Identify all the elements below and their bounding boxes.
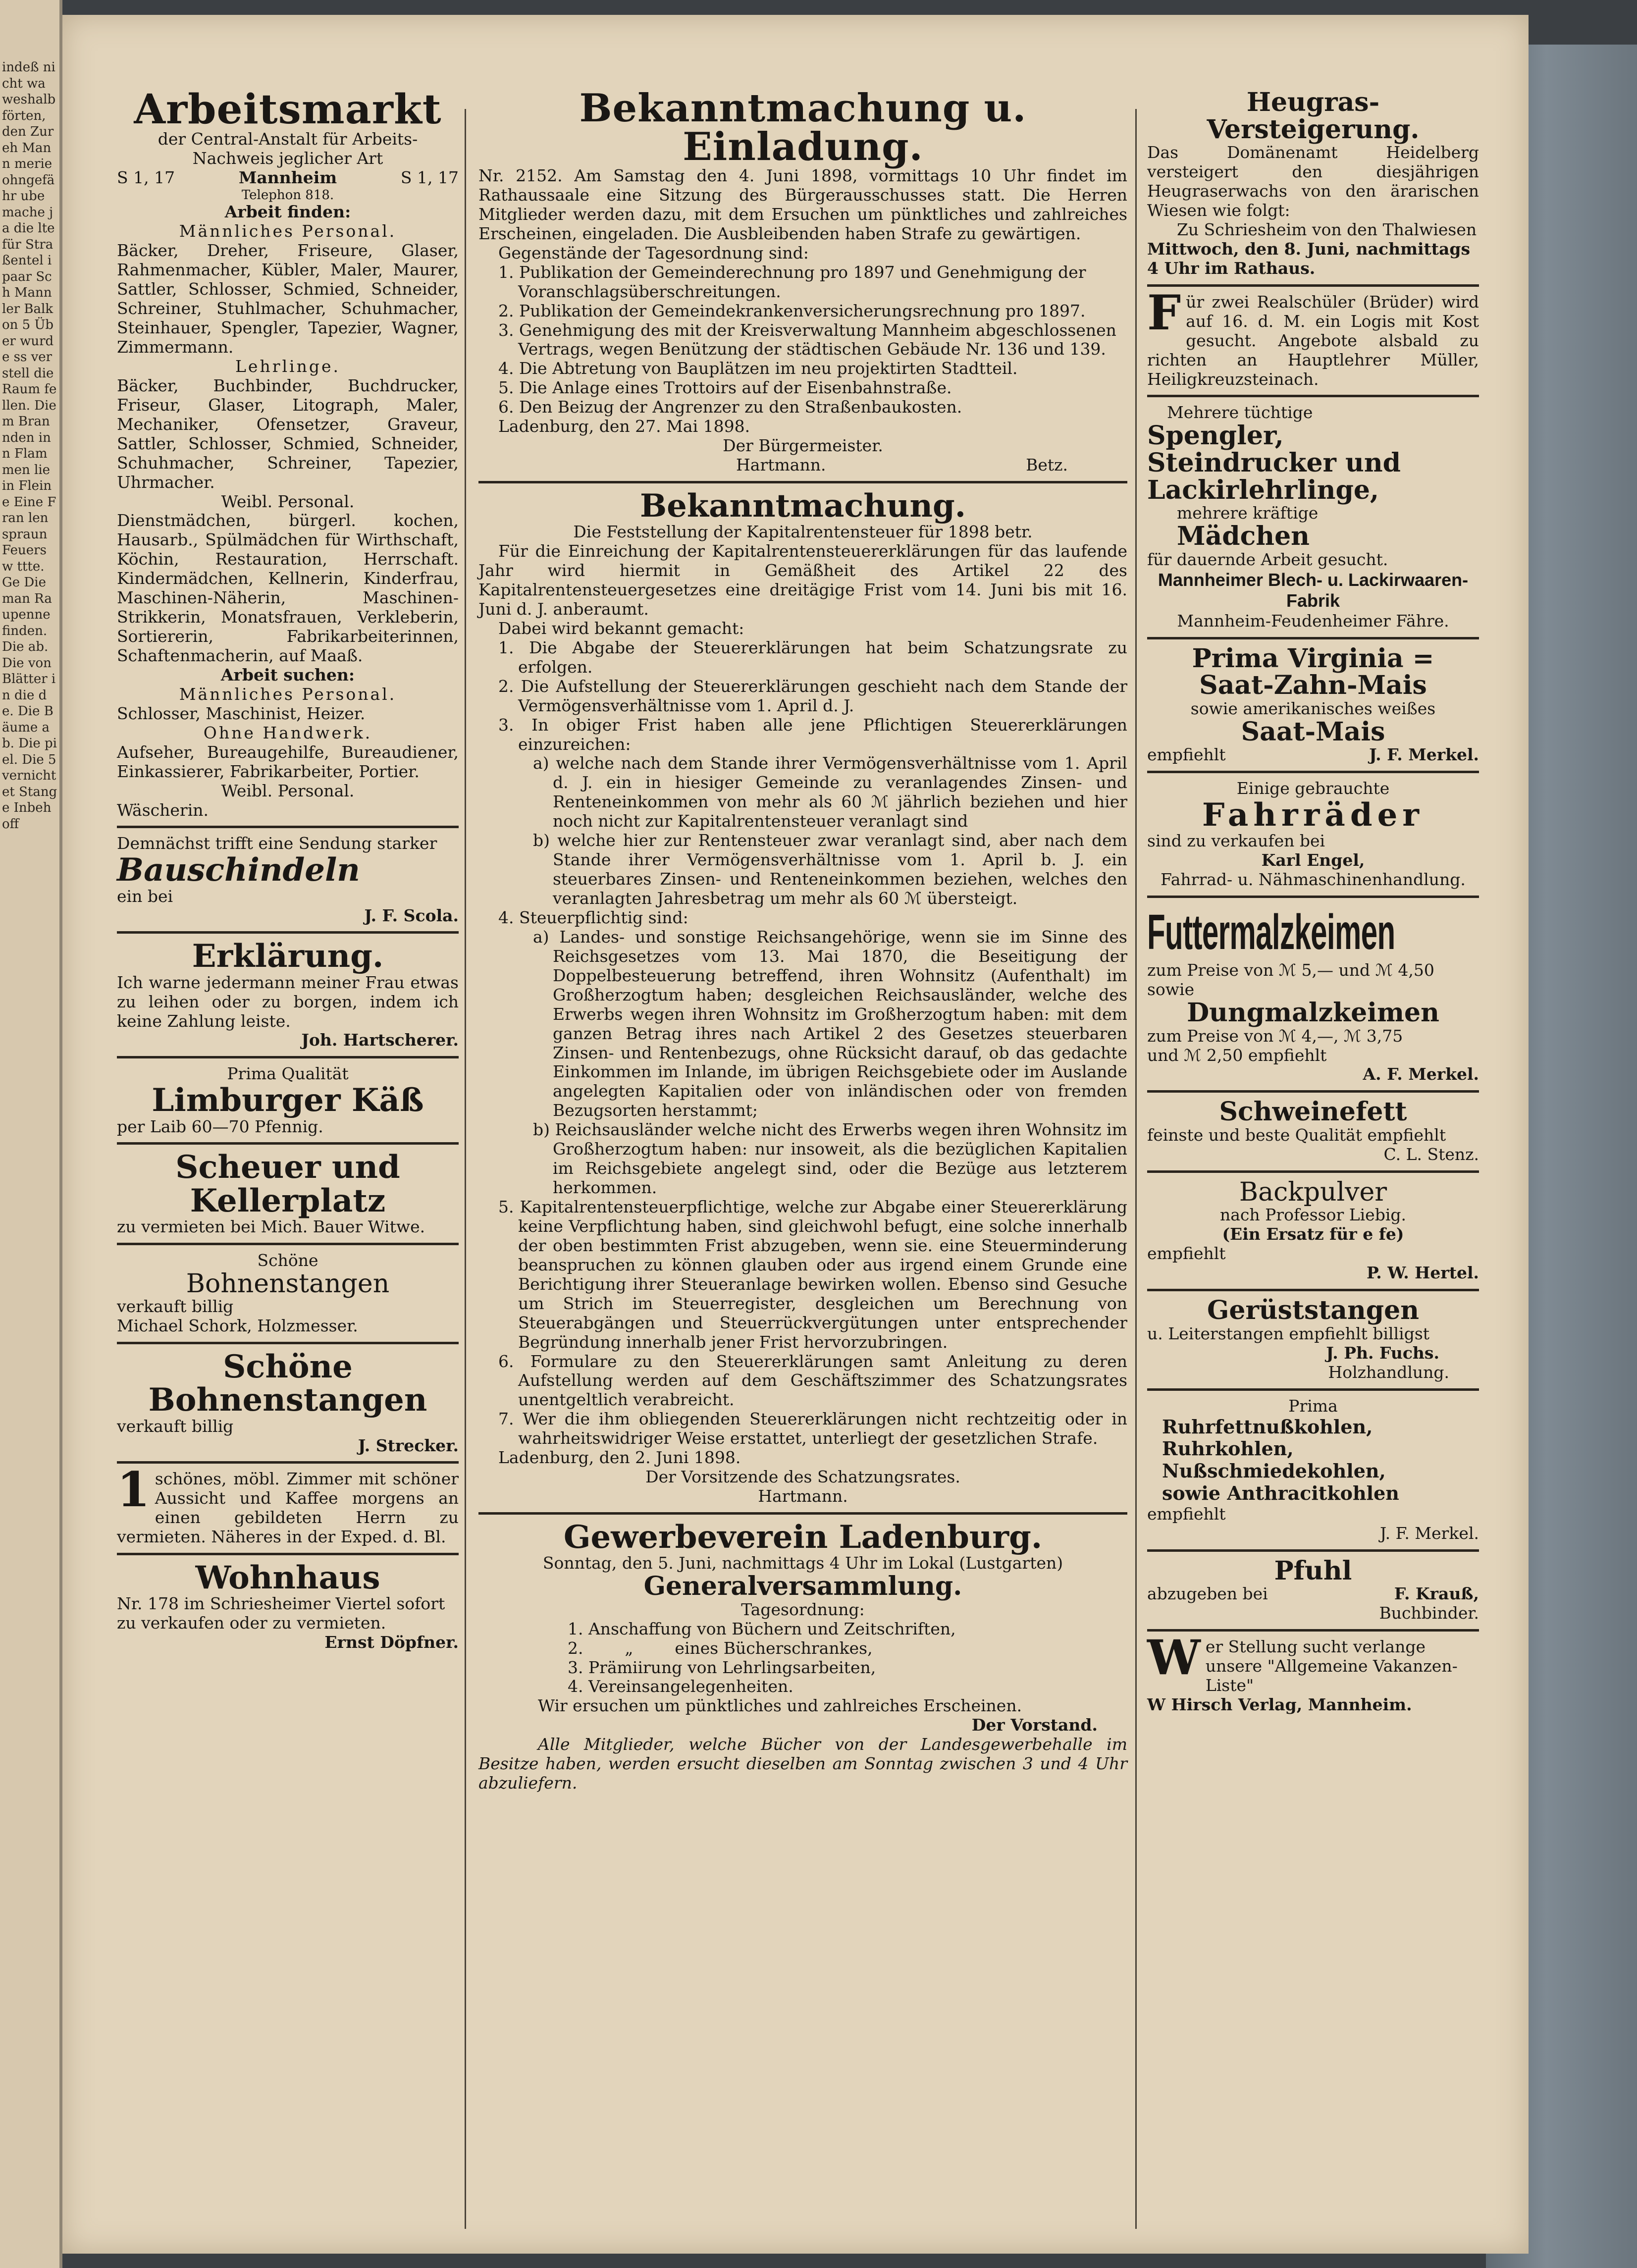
malzkeimen-price-3: und ℳ 2,50 empfiehlt bbox=[1147, 1045, 1327, 1065]
kohlen-item: sowie Anthracitkohlen bbox=[1162, 1482, 1399, 1505]
zimmer-number: 1 bbox=[117, 1462, 150, 1518]
schork-signature: Michael Schork, Holzmesser. bbox=[117, 1316, 358, 1336]
zimmer-ad bbox=[117, 1462, 459, 1547]
steuer-subitem: b) welche hier zur Rentensteuer zwar veranlagt sind, aber nach dem Stande ihrer Vermögensverhältnisse vom 1. April b. J. ein steuerbares Zinsen- und Renteneinkommen beziehen, welches den veranlagten Jahresbetrag um mehr als 60 ℳ übersteigt. bbox=[533, 831, 1127, 908]
kohlen-item: Nußschmiedekohlen, bbox=[1162, 1460, 1386, 1482]
steuer-item: 1. Die Abgabe der Steuererklärungen hat beim Schatzungsrate zu erfolgen. bbox=[498, 637, 1127, 677]
mais-empfiehlt: empfiehlt bbox=[1147, 745, 1226, 765]
geruststangen-signature: J. Ph. Fuchs. bbox=[1326, 1343, 1439, 1363]
heugras-title-2: Versteigerung. bbox=[1207, 114, 1420, 145]
fahrraeder-title: Fahrräder bbox=[1202, 796, 1425, 834]
steuer-subitem: a) welche nach dem Stande ihrer Vermögensverhältnisse vom 1. April d. J. ein in hiesiger Gemeinde zu veranlagendes Zinsen- und Renteneinkommen von mehr als 60 ℳ jährlich beziehen und hier noch nicht zur Kapitalrentensteuer veranlagt sind bbox=[533, 753, 1127, 831]
heading-arbeit-suchen: Arbeit suchen: bbox=[220, 665, 355, 685]
limburger-ad bbox=[117, 1064, 459, 1136]
bohnenstangen-strecker-ad bbox=[117, 1350, 459, 1455]
schweinefett-title: Schweinefett bbox=[1219, 1097, 1407, 1127]
lehrlinge-top: Mehrere tüchtige bbox=[1167, 403, 1313, 422]
scheuer-title-1: Scheuer und bbox=[175, 1149, 400, 1186]
backpulver-text-2: (Ein Ersatz für e fe) bbox=[1222, 1224, 1404, 1244]
mais-footer bbox=[1147, 745, 1479, 765]
gewerbeverein-signature: Der Vorstand. bbox=[971, 1715, 1098, 1735]
address-left: S 1, 17 bbox=[117, 167, 175, 187]
fahrraeder-name: Karl Engel, bbox=[1261, 850, 1365, 870]
logis-ad bbox=[1147, 284, 1479, 389]
heading-maennlich-2: Männliches Personal. bbox=[179, 684, 397, 704]
einladung-item: 5. Die Anlage eines Trottoirs auf der Eisenbahnstraße. bbox=[498, 378, 952, 398]
divider bbox=[478, 1512, 1127, 1515]
heugras-title-1: Heugras- bbox=[1246, 87, 1380, 117]
steuer-items bbox=[478, 638, 1127, 1448]
divider bbox=[1147, 771, 1479, 773]
heugras-text: Das Domänenamt Heidelberg versteigert den diesjährigen Heugraserwachs von den ärarischen Wiesen wie folgt: bbox=[1147, 143, 1479, 220]
zimmer-text: schönes, möbl. Zimmer mit schöner Aussicht und Kaffee morgens an einen gebildeten Herrn zu vermieten. Näheres in der Exped. d. Bl. bbox=[117, 1469, 459, 1547]
divider bbox=[117, 1461, 459, 1464]
column-c bbox=[1147, 89, 1479, 1715]
firm-name-2: Fabrik bbox=[1286, 590, 1340, 611]
fahrraeder-ad bbox=[1147, 779, 1479, 890]
fahrraeder-sub: Fahrrad- u. Nähmaschinenhandlung. bbox=[1161, 870, 1466, 890]
einladung-item: 6. Den Beizug der Angrenzer zu den Straßenbaukosten. bbox=[498, 397, 962, 417]
generalversammlung-title: Generalversammlung. bbox=[643, 1571, 962, 1602]
einladung-item: 4. Die Abtretung von Bauplätzen im neu projektirten Stadtteil. bbox=[498, 359, 1018, 378]
mais-signature: J. F. Merkel. bbox=[1369, 745, 1479, 765]
mais-ad bbox=[1147, 645, 1479, 765]
geruststangen-text: u. Leiterstangen empfiehlt billigst bbox=[1147, 1323, 1430, 1343]
lehrlinge-title-3: Lackirlehrlinge, bbox=[1147, 475, 1379, 505]
divider bbox=[117, 1056, 459, 1058]
list-maennlich-2: Schlosser, Maschinist, Heizer. bbox=[117, 703, 366, 723]
schweinefett-ad bbox=[1147, 1099, 1479, 1164]
strecker-title-2: Bohnenstangen bbox=[148, 1381, 427, 1419]
divider bbox=[117, 1243, 459, 1245]
erklaerung-signature: Joh. Hartscherer. bbox=[301, 1030, 459, 1050]
heugras-location: Zu Schriesheim von den Thalwiesen bbox=[1177, 219, 1477, 239]
einladung-text: Nr. 2152. Am Samstag den 4. Juni 1898, vormittags 10 Uhr findet im Rathaussaale eine Sitzung des Bürgerausschusses statt. Die Herren Mitglieder werden dazu, mit dem Ersuchen um pünktliches und zahlreiches Erscheinen, eingeladen. Die Ausbleibenden haben Strafe zu gewärtigen. bbox=[478, 166, 1127, 243]
pfuhl-text: abzugeben bei bbox=[1147, 1584, 1268, 1604]
wohnhaus-signature: Ernst Döpfner. bbox=[324, 1633, 459, 1652]
backpulver-ad bbox=[1147, 1179, 1479, 1283]
firm-address: Mannheim-Feudenheimer Fähre. bbox=[1177, 611, 1449, 631]
limburger-title: Limburger Käß bbox=[152, 1082, 424, 1119]
schork-title: Bohnenstangen bbox=[186, 1268, 390, 1299]
mais-title-3: Saat-Mais bbox=[1241, 716, 1385, 747]
pfuhl-sub: Buchbinder. bbox=[1379, 1603, 1479, 1623]
steuer-item: 7. Wer die ihm obliegenden Steuererklärungen nicht rechtzeitig oder in wahrheitswidriger Weise erstattet, unterliegt der gesetzlichen Strafe. bbox=[498, 1409, 1127, 1448]
einladung-sig-left: Hartmann. bbox=[736, 455, 826, 475]
bekanntmachung-einladung bbox=[478, 86, 1127, 475]
bekanntmachung-kapitalrentensteuer bbox=[478, 489, 1127, 1506]
lehrlinge-title-1: Spengler, bbox=[1147, 421, 1284, 451]
gewerbeverein-request: Wir ersuchen um pünktliches und zahlreiches Erscheinen. bbox=[538, 1696, 1022, 1716]
divider bbox=[117, 826, 459, 828]
einladung-item: 3. Genehmigung des mit der Kreisverwaltung Mannheim abgeschlossenen Vertrags, wegen Benützung der städtischen Gebäude Nr. 136 und 139. bbox=[498, 320, 1116, 359]
mais-text: sowie amerikanisches weißes bbox=[1190, 698, 1436, 718]
divider bbox=[117, 1142, 459, 1145]
divider bbox=[1147, 284, 1479, 287]
logis-initial: F bbox=[1147, 284, 1181, 341]
steuer-text: Für die Einreichung der Kapitalrentensteuererklärungen für das laufende Jahr wird hiermit in Gemäßheit des Artikel 22 des Kapitalrentensteuergesetzes eine dreitägige Frist vom 14. Juni bis mit 16. Juni d. J. anberaumt. bbox=[478, 541, 1127, 619]
malzkeimen-price-2: zum Preise von ℳ 4,—, ℳ 3,75 bbox=[1147, 1026, 1403, 1046]
backpulver-text-1: nach Professor Liebig. bbox=[1219, 1205, 1407, 1225]
geruststangen-title: Gerüststangen bbox=[1207, 1295, 1420, 1326]
bauschindeln-line2: ein bei bbox=[117, 886, 173, 906]
divider bbox=[117, 1342, 459, 1344]
vakanzen-signature: W Hirsch Verlag, Mannheim. bbox=[1147, 1695, 1412, 1714]
divider bbox=[1147, 637, 1479, 639]
previous-page-edge bbox=[0, 0, 62, 2268]
steuer-subitem: b) Reichsausländer welche nicht des Erwerbs wegen ihren Wohnsitz im Großherzogtum haben: nur insoweit, als die bezüglichen Kapitalien im Reichsgebiete angelegt sind, oder die Bezüge aus letzterem herkommen. bbox=[533, 1120, 1127, 1198]
schweinefett-text: feinste und beste Qualität empfiehlt bbox=[1147, 1125, 1446, 1145]
einladung-item: 2. Publikation der Gemeindekrankenversicherungsrechnung pro 1897. bbox=[498, 301, 1086, 320]
maedchen-title: Mädchen bbox=[1177, 521, 1310, 552]
steuer-intro: Dabei wird bekannt gemacht: bbox=[498, 618, 744, 638]
list-lehrlinge: Bäcker, Buchbinder, Buchdrucker, Friseur, Glaser, Litograph, Maler, Mechaniker, Ofensetzer, Graveur, Sattler, Schlosser, Schmied, Schneider, Schuhmacher, Schreiner, Tapezier, Uhrmacher. bbox=[117, 375, 459, 492]
kohlen-signature: J. F. Merkel. bbox=[1379, 1523, 1479, 1543]
column-rule-left bbox=[465, 109, 466, 2229]
list-weiblich-2: Wäscherin. bbox=[117, 800, 209, 820]
tagesordnung-items bbox=[478, 1620, 1127, 1697]
erklaerung-title: Erklärung. bbox=[192, 938, 384, 975]
divider bbox=[478, 481, 1127, 483]
dungmalzkeimen-title: Dungmalzkeimen bbox=[1187, 997, 1439, 1028]
list-ohne-handwerk: Aufseher, Bureaugehilfe, Bureaudiener, Einkassierer, Fabrikarbeiter, Portier. bbox=[117, 742, 459, 781]
malzkeimen-ad bbox=[1147, 904, 1479, 1084]
vakanzen-text: er Stellung sucht verlange unsere "Allgemeine Vakanzen-Liste" bbox=[1205, 1637, 1458, 1695]
heugras-date: Mittwoch, den 8. Juni, nachmittags 4 Uhr im Rathaus. bbox=[1147, 239, 1471, 278]
steuer-item: 5. Kapitalrentensteuerpflichtige, welche zur Abgabe einer Steuererklärung keine Verpflichtung haben, sind gleichwohl befugt, eine solche innerhalb der oben bestimmten Frist abzugeben, wenn sie. eine Steuerminderung beanspruchen zu können glauben oder aus irgend einem Grunde eine Berichtigung ihrer Steueranlage bewirken wollen. Ebenso sind Gesuche um Strich im Steuerregister, desgleichen um Berechnung von Steuerabgängen und Steuerrückvergütungen unter entsprechender Begründung innerhalb jener Frist hervorzubringen. bbox=[498, 1197, 1127, 1352]
wohnhaus-title: Wohnhaus bbox=[195, 1559, 380, 1597]
pfuhl-signature: F. Krauß, bbox=[1394, 1584, 1479, 1604]
backpulver-signature: P. W. Hertel. bbox=[1366, 1263, 1479, 1283]
einladung-office: Der Bürgermeister. bbox=[723, 436, 883, 456]
limburger-text: per Laib 60—70 Pfennig. bbox=[117, 1116, 323, 1136]
list-weiblich: Dienstmädchen, bürgerl. kochen, Hausarb., Spülmädchen für Wirthschaft, Köchin, Restauration, Herrschaft. Kindermädchen, Kellnerin, Kinderfrau, Maschinen-Näherin, Maschinen-Strikkerin, Monatsfrauen, Verkleberin, Sortiererin, Fabrikarbeiterinnen, Schaftenmacherin, auf Maaß. bbox=[117, 511, 459, 666]
steuer-office: Der Vorsitzende des Schatzungsrates. bbox=[645, 1467, 960, 1487]
vakanzen-initial: W bbox=[1147, 1630, 1201, 1686]
arbeitsmarkt-subtitle-2: Nachweis jeglicher Art bbox=[192, 148, 383, 168]
tagesordnung-item: 2. „ eines Bücherschrankes, bbox=[568, 1638, 873, 1658]
tagesordnung-heading: Tagesordnung: bbox=[741, 1599, 865, 1619]
list-maennlich: Bäcker, Dreher, Friseure, Glaser, Rahmenmacher, Kübler, Maler, Maurer, Sattler, Schlosser, Schmied, Schneider, Schreiner, Stuhlmacher, Schuhmacher, Steinhauer, Spengler, Tapezier, Wagner, Zimmermann. bbox=[117, 241, 459, 357]
bauschindeln-title: Bauschindeln bbox=[117, 851, 360, 889]
scheuer-text: zu vermieten bei Mich. Bauer Witwe. bbox=[117, 1216, 425, 1236]
gewerbeverein-date: Sonntag, den 5. Juni, nachmittags 4 Uhr im Lokal (Lustgarten) bbox=[542, 1553, 1063, 1573]
tagesordnung-item: 3. Prämiirung von Lehrlingsarbeiten, bbox=[568, 1657, 876, 1677]
pfuhl-title: Pfuhl bbox=[1274, 1555, 1352, 1586]
erklaerung-text: Ich warne jedermann meiner Frau etwas zu leihen oder zu borgen, indem ich keine Zahlung leiste. bbox=[117, 972, 459, 1031]
previous-page-fragments: indeß nicht wa weshalb förten, den Zureh Mann merie ohngefähr ube mache ja die lte für Straßentel ipaar Sch Mann ler Balkon 5 Über wurde ss verstell die Raum fellen. Die m Bran nden in n Flammen lie in Fleine Eine Fran len spraun Feuers w ttte. Ge Die man Raupenne finden. Die ab. Die von Blätter in die de. Die Bäume ab. Die piel. Die 5 vernichtet Stange Inbehoff bbox=[2, 60, 57, 832]
schork-top: Schöne bbox=[257, 1250, 318, 1270]
mais-title-2: Saat-Zahn-Mais bbox=[1199, 670, 1427, 701]
fahrraeder-text: sind zu verkaufen bei bbox=[1147, 831, 1325, 851]
wohnhaus-ad bbox=[117, 1561, 459, 1652]
steuer-title: Bekanntmachung. bbox=[639, 487, 966, 525]
steuer-item: 3. In obiger Frist haben alle jene Pflichtigen Steuererklärungen einzureichen: bbox=[498, 715, 1127, 754]
kohlen-empfiehlt: empfiehlt bbox=[1147, 1504, 1226, 1524]
vakanzen-ad bbox=[1147, 1630, 1479, 1715]
column-rule-right bbox=[1135, 109, 1137, 2229]
heading-ohne-handwerk: Ohne Handwerk. bbox=[203, 723, 372, 742]
strecker-text: verkauft billig bbox=[117, 1416, 234, 1436]
lehrlinge-title-2: Steindrucker und bbox=[1147, 447, 1401, 478]
steuer-signature: Hartmann. bbox=[758, 1486, 848, 1506]
divider bbox=[1147, 1549, 1479, 1552]
lehrlinge-text-1: mehrere kräftige bbox=[1177, 503, 1319, 523]
wohnhaus-text: Nr. 178 im Schriesheimer Viertel sofort zu verkaufen oder zu vermieten. bbox=[117, 1594, 445, 1633]
heading-maennlich: Männliches Personal. bbox=[179, 221, 397, 241]
divider bbox=[1147, 1388, 1479, 1391]
schweinefett-signature: C. L. Stenz. bbox=[1383, 1144, 1479, 1164]
einladung-intro: Gegenstände der Tagesordnung sind: bbox=[498, 243, 809, 263]
divider bbox=[1147, 1289, 1479, 1291]
heading-arbeit-finden: Arbeit finden: bbox=[224, 202, 351, 222]
einladung-signatures bbox=[478, 456, 1127, 475]
steuer-subitem: a) Landes- und sonstige Reichsangehörige, wenn sie im Sinne des Reichsgesetzes vom 13. Mai 1870, die Beseitigung der Doppelbesteuerung betreffend, ihren Wohnsitz (Aufenthalt) im Großherzogtum haben; desgleichen Reichsausländer, welche des Erwerbs wegen ihren Wohnsitz im Großherzogtum haben: mit dem ganzen Betrag ihres nach Artikel 2 des Gesetzes steuerbaren Zinsen- und Rentenbezugs, ohne Rücksicht darauf, ob das gedachte Einkommen im Inlande, im übrigen Reichsgebiete oder im Auslande angelegten Kapitalien oder von inländischen oder von fremden Bezugsorten herstammt; bbox=[533, 927, 1127, 1120]
divider bbox=[1147, 395, 1479, 397]
divider bbox=[1147, 1170, 1479, 1173]
geruststangen-ad bbox=[1147, 1297, 1479, 1382]
erklaerung-ad bbox=[117, 940, 459, 1050]
limburger-top: Prima Qualität bbox=[227, 1064, 349, 1084]
gewerbeverein-note: Alle Mitglieder, welche Bücher von der Landesgewerbehalle im Besitze haben, werden ersucht dieselben am Sonntag zwischen 3 und 4 Uhr abzuliefern. bbox=[478, 1735, 1127, 1793]
arbeitsmarkt-title: Arbeitsmarkt bbox=[134, 86, 442, 133]
futtermalzkeimen-title: Futtermalzkeimen bbox=[1147, 904, 1395, 960]
telephone-number: Telephon 818. bbox=[241, 187, 334, 203]
divider bbox=[117, 931, 459, 934]
arbeitsmarkt-ad bbox=[117, 86, 459, 820]
divider bbox=[1147, 896, 1479, 898]
einladung-title: Bekanntmachung u. Einladung. bbox=[579, 86, 1027, 169]
kohlen-item: Ruhrfettnußkohlen, bbox=[1162, 1415, 1373, 1438]
schork-text: verkauft billig bbox=[117, 1297, 234, 1317]
kohlen-item: Ruhrkohlen, bbox=[1162, 1437, 1294, 1460]
einladung-item: 1. Publikation der Gemeinderechnung pro 1897 und Genehmigung der Voranschlagsüberschreitungen. bbox=[498, 262, 1086, 301]
steuer-subject: Die Feststellung der Kapitalrentensteuer für 1898 betr. bbox=[573, 522, 1033, 542]
divider bbox=[117, 1553, 459, 1555]
tagesordnung-item: 4. Vereinsangelegenheiten. bbox=[568, 1677, 793, 1696]
backpulver-empfiehlt: empfiehlt bbox=[1147, 1244, 1226, 1264]
strecker-title-1: Schöne bbox=[223, 1348, 353, 1386]
gewerbeverein-ad bbox=[478, 1521, 1127, 1793]
address-right: S 1, 17 bbox=[400, 167, 459, 187]
steuer-item: 4. Steuerpflichtig sind: bbox=[498, 907, 688, 927]
bauschindeln-ad bbox=[117, 834, 459, 925]
lehrlinge-ad bbox=[1147, 403, 1479, 631]
divider bbox=[1147, 1090, 1479, 1093]
backpulver-title: Backpulver bbox=[1239, 1177, 1387, 1207]
bauschindeln-signature: J. F. Scola. bbox=[364, 905, 459, 925]
malzkeimen-sowie: sowie bbox=[1147, 980, 1195, 1000]
heading-weiblich-2: Weibl. Personal. bbox=[221, 781, 355, 800]
heugras-ad bbox=[1147, 89, 1479, 278]
kohlen-ad bbox=[1147, 1397, 1479, 1543]
steuer-item: 2. Die Aufstellung der Steuererklärungen geschieht nach dem Stande der Vermögensverhältnisse vom 1. April d. J. bbox=[498, 676, 1127, 715]
einladung-items bbox=[478, 263, 1127, 418]
steuer-item: 6. Formulare zu den Steuererklärungen samt Anleitung zu deren Aufstellung werden auf dem Geschäftszimmer des Schatzungsrates unentgeltlich verabreicht. bbox=[498, 1351, 1127, 1410]
logis-text: ür zwei Realschüler (Brüder) wird auf 16. d. M. ein Logis mit Kost gesucht. Angebote alsbald zu richten an Hauptlehrer Müller, Heiligkreuzsteinach. bbox=[1147, 292, 1479, 389]
geruststangen-sub: Holzhandlung. bbox=[1328, 1362, 1449, 1382]
arbeitsmarkt-address bbox=[117, 168, 459, 188]
newspaper-page bbox=[62, 15, 1529, 2254]
pfuhl-row bbox=[1147, 1584, 1479, 1604]
scheuer-ad bbox=[117, 1151, 459, 1236]
mais-title-1: Prima Virginia = bbox=[1192, 643, 1434, 674]
pfuhl-ad bbox=[1147, 1555, 1479, 1623]
column-b bbox=[478, 86, 1127, 1793]
einladung-sig-right: Betz. bbox=[1026, 455, 1068, 475]
arbeitsmarkt-subtitle-1: der Central-Anstalt für Arbeits- bbox=[158, 129, 418, 149]
gewerbeverein-title: Gewerbeverein Ladenburg. bbox=[563, 1519, 1043, 1556]
scheuer-title-2: Kellerplatz bbox=[190, 1182, 386, 1219]
steuer-date: Ladenburg, den 2. Juni 1898. bbox=[498, 1448, 741, 1468]
bohnenstangen-schork-ad bbox=[117, 1251, 459, 1336]
einladung-date: Ladenburg, den 27. Mai 1898. bbox=[498, 417, 750, 436]
malzkeimen-signature: A. F. Merkel. bbox=[1363, 1064, 1479, 1084]
kohlen-top: Prima bbox=[1288, 1396, 1338, 1416]
tagesordnung-item: 1. Anschaffung von Büchern und Zeitschriften, bbox=[568, 1619, 956, 1638]
malzkeimen-price-1: zum Preise von ℳ 5,— und ℳ 4,50 bbox=[1147, 960, 1434, 980]
strecker-signature: J. Strecker. bbox=[358, 1435, 459, 1455]
fahrraeder-top: Einige gebrauchte bbox=[1236, 779, 1390, 798]
heading-weiblich: Weibl. Personal. bbox=[221, 491, 355, 511]
firm-name-1: Mannheimer Blech- u. Lackirwaaren- bbox=[1158, 569, 1469, 590]
bauschindeln-line1: Demnächst trifft eine Sendung starker bbox=[117, 834, 437, 853]
heading-lehrlinge: Lehrlinge. bbox=[235, 356, 340, 376]
lehrlinge-text-2: für dauernde Arbeit gesucht. bbox=[1147, 549, 1388, 569]
column-a bbox=[117, 86, 459, 1652]
address-city: Mannheim bbox=[238, 167, 337, 187]
